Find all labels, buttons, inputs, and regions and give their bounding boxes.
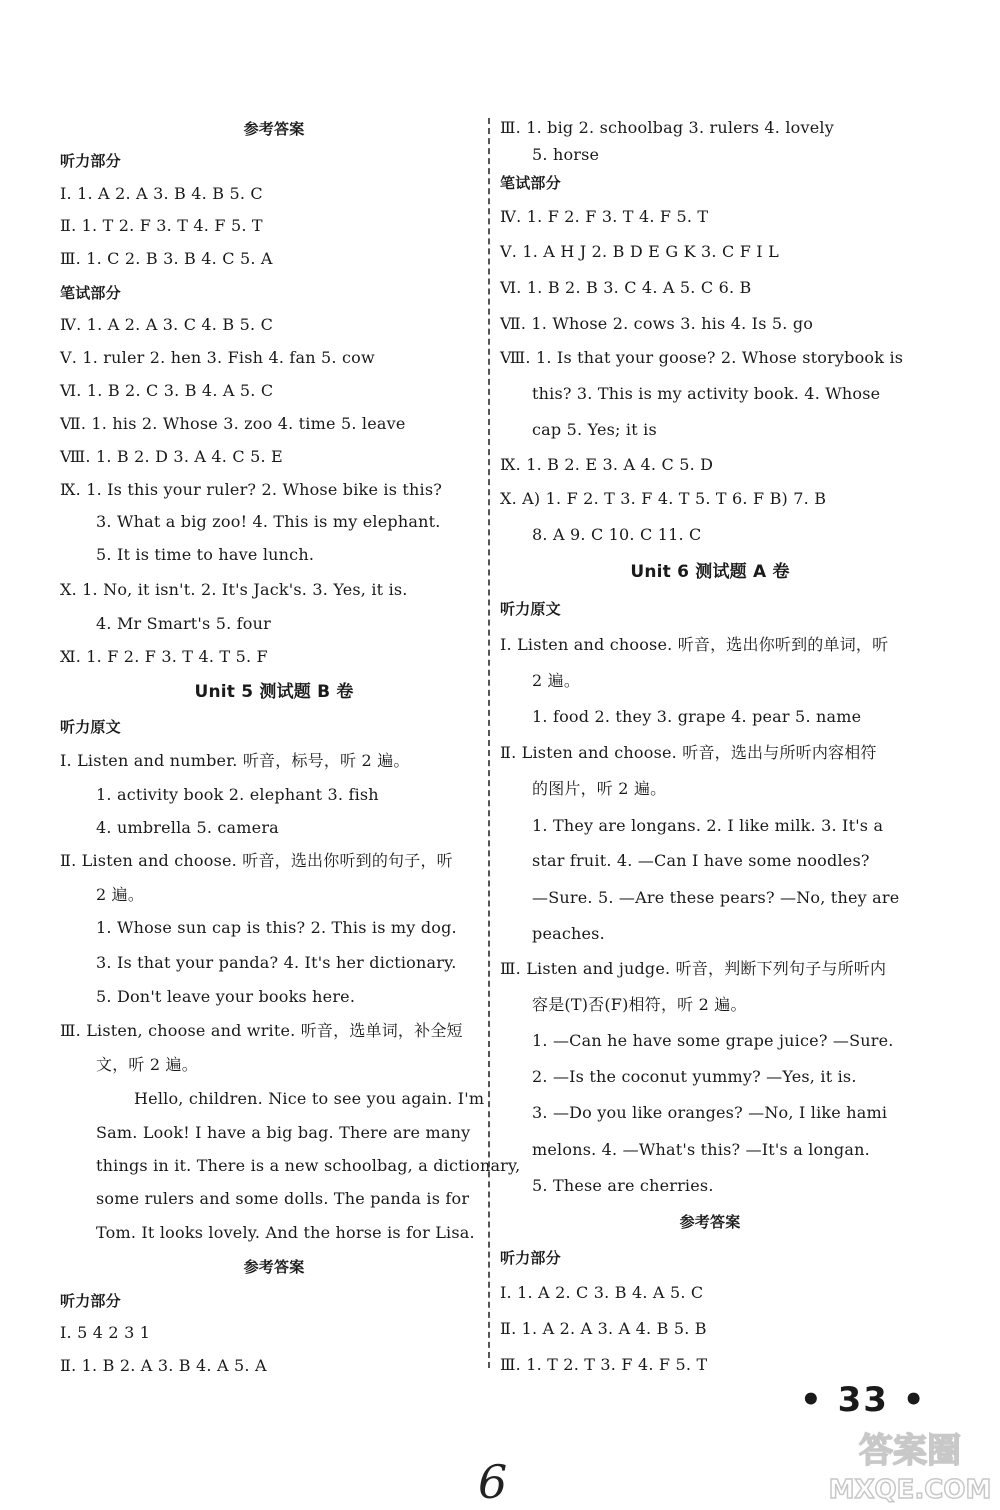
subheading-written: 笔试部分 <box>500 174 561 192</box>
question-line: 1. Whose sun cap is this? 2. This is my dog. <box>96 918 457 937</box>
subheading-transcript: 听力原文 <box>60 718 121 736</box>
answer-line: Ⅷ. 1. B 2. D 3. A 4. C 5. E <box>60 447 283 466</box>
answer-line: Ⅶ. 1. Whose 2. cows 3. his 4. Is 5. go <box>500 314 814 333</box>
subheading-listening: 听力部分 <box>500 1249 561 1267</box>
question-line: 3. —Do you like oranges? —No, I like hami <box>532 1103 888 1122</box>
answer-line: Ⅲ. 1. big 2. schoolbag 3. rulers 4. lovely <box>500 118 834 137</box>
passage-line: Sam. Look! I have a big bag. There are many <box>96 1123 471 1142</box>
answer-line: Ⅸ. 1. Is this your ruler? 2. Whose bike is this? <box>60 480 443 499</box>
question-line: 2 遍。 <box>96 885 145 904</box>
question-line: peaches. <box>532 924 605 943</box>
column-divider <box>488 118 490 1368</box>
question-line: 2 遍。 <box>532 671 581 690</box>
page-number: • 33 • <box>800 1380 927 1420</box>
question-line: Ⅱ. Listen and choose. 听音，选出你听到的句子，听 <box>60 851 453 870</box>
answer-line: Ⅱ. 1. B 2. A 3. B 4. A 5. A <box>60 1356 267 1375</box>
question-line: 3. Is that your panda? 4. It's her dictionary. <box>96 953 457 972</box>
answer-line: 5. horse <box>532 145 600 164</box>
question-line: 1. activity book 2. elephant 3. fish <box>96 785 379 804</box>
answer-line: Ⅹ. 1. No, it isn't. 2. It's Jack's. 3. Yes, it is. <box>60 580 408 599</box>
question-line: 5. Don't leave your books here. <box>96 987 356 1006</box>
answer-line: 4. Mr Smart's 5. four <box>96 614 271 633</box>
answer-line: Ⅲ. 1. C 2. B 3. B 4. C 5. A <box>60 249 273 268</box>
question-line: 1. food 2. they 3. grape 4. pear 5. name <box>532 707 862 726</box>
subheading-listening: 听力部分 <box>60 152 121 170</box>
question-line: Ⅰ. Listen and choose. 听音，选出你听到的单词，听 <box>500 635 889 654</box>
section-heading-answers: 参考答案 <box>243 1258 305 1276</box>
question-line: 2. —Is the coconut yummy? —Yes, it is. <box>532 1067 857 1086</box>
subheading-transcript: 听力原文 <box>500 600 561 618</box>
section-heading-answers: 参考答案 <box>243 120 305 138</box>
passage-line: Tom. It looks lovely. And the horse is for Lisa. <box>96 1223 475 1242</box>
answer-line: Ⅷ. 1. Is that your goose? 2. Whose storybook is <box>500 348 904 367</box>
answer-line: cap 5. Yes; it is <box>532 420 657 439</box>
answer-line: Ⅸ. 1. B 2. E 3. A 4. C 5. D <box>500 455 714 474</box>
question-line: 文，听 2 遍。 <box>96 1055 198 1074</box>
answer-line: Ⅴ. 1. A H J 2. B D E G K 3. C F I L <box>500 242 779 261</box>
answer-line: Ⅰ. 1. A 2. A 3. B 4. B 5. C <box>60 184 263 203</box>
question-line: melons. 4. —What's this? —It's a longan. <box>532 1140 870 1159</box>
answer-line: Ⅶ. 1. his 2. Whose 3. zoo 4. time 5. leave <box>60 414 406 433</box>
subheading-written: 笔试部分 <box>60 284 121 302</box>
question-line: Ⅲ. Listen, choose and write. 听音，选单词，补全短 <box>60 1021 463 1040</box>
question-line: 4. umbrella 5. camera <box>96 818 279 837</box>
watermark-text-top: 答案圈 <box>859 1431 961 1471</box>
question-line: star fruit. 4. —Can I have some noodles? <box>532 851 870 870</box>
answer-line: Ⅰ. 1. A 2. C 3. B 4. A 5. C <box>500 1283 704 1302</box>
section-heading-answers: 参考答案 <box>679 1213 741 1231</box>
answer-line: Ⅰ. 5 4 2 3 1 <box>60 1323 151 1342</box>
answer-line: Ⅵ. 1. B 2. B 3. C 4. A 5. C 6. B <box>500 278 752 297</box>
answer-line: Ⅺ. 1. F 2. F 3. T 4. T 5. F <box>60 647 268 666</box>
question-line: 5. These are cherries. <box>532 1176 714 1195</box>
passage-line: some rulers and some dolls. The panda is for <box>96 1189 470 1208</box>
passage-line: things in it. There is a new schoolbag, a dictionary, <box>96 1156 521 1175</box>
answer-line: Ⅹ. A) 1. F 2. T 3. F 4. T 5. T 6. F B) 7. B <box>500 489 827 508</box>
answer-line: Ⅴ. 1. ruler 2. hen 3. Fish 4. fan 5. cow <box>60 348 375 367</box>
question-line: —Sure. 5. —Are these pears? —No, they are <box>532 888 900 907</box>
subheading-listening: 听力部分 <box>60 1292 121 1310</box>
answer-line: 3. What a big zoo! 4. This is my elephant. <box>96 512 441 531</box>
unit-title: Unit 6 测试题 A 卷 <box>630 562 790 582</box>
answer-line: Ⅱ. 1. T 2. F 3. T 4. F 5. T <box>60 216 263 235</box>
passage-line: Hello, children. Nice to see you again. I'm <box>134 1089 485 1108</box>
question-line: 1. They are longans. 2. I like milk. 3. It's a <box>532 816 884 835</box>
question-line: 1. —Can he have some grape juice? —Sure. <box>532 1031 894 1050</box>
question-line: Ⅲ. Listen and judge. 听音，判断下列句子与所听内 <box>500 959 887 978</box>
question-line: Ⅱ. Listen and choose. 听音，选出与所听内容相符 <box>500 743 877 762</box>
watermark-text-bottom: MXQE.COM <box>828 1475 992 1505</box>
question-line: 的图片，听 2 遍。 <box>532 779 667 798</box>
question-line: Ⅰ. Listen and number. 听音，标号，听 2 遍。 <box>60 751 410 770</box>
answer-line: Ⅳ. 1. F 2. F 3. T 4. F 5. T <box>500 207 709 226</box>
answer-line: Ⅲ. 1. T 2. T 3. F 4. F 5. T <box>500 1355 708 1374</box>
unit-title: Unit 5 测试题 B 卷 <box>194 682 354 702</box>
question-line: 容是(T)否(F)相符，听 2 遍。 <box>532 995 747 1014</box>
answer-line: this? 3. This is my activity book. 4. Whose <box>532 384 881 403</box>
answer-line: 5. It is time to have lunch. <box>96 545 315 564</box>
handwritten-mark: 6 <box>478 1455 508 1509</box>
answer-line: Ⅳ. 1. A 2. A 3. C 4. B 5. C <box>60 315 274 334</box>
answer-line: Ⅵ. 1. B 2. C 3. B 4. A 5. C <box>60 381 274 400</box>
watermark-logo <box>825 1422 995 1507</box>
answer-line: Ⅱ. 1. A 2. A 3. A 4. B 5. B <box>500 1319 707 1338</box>
answer-line: 8. A 9. C 10. C 11. C <box>532 525 702 544</box>
